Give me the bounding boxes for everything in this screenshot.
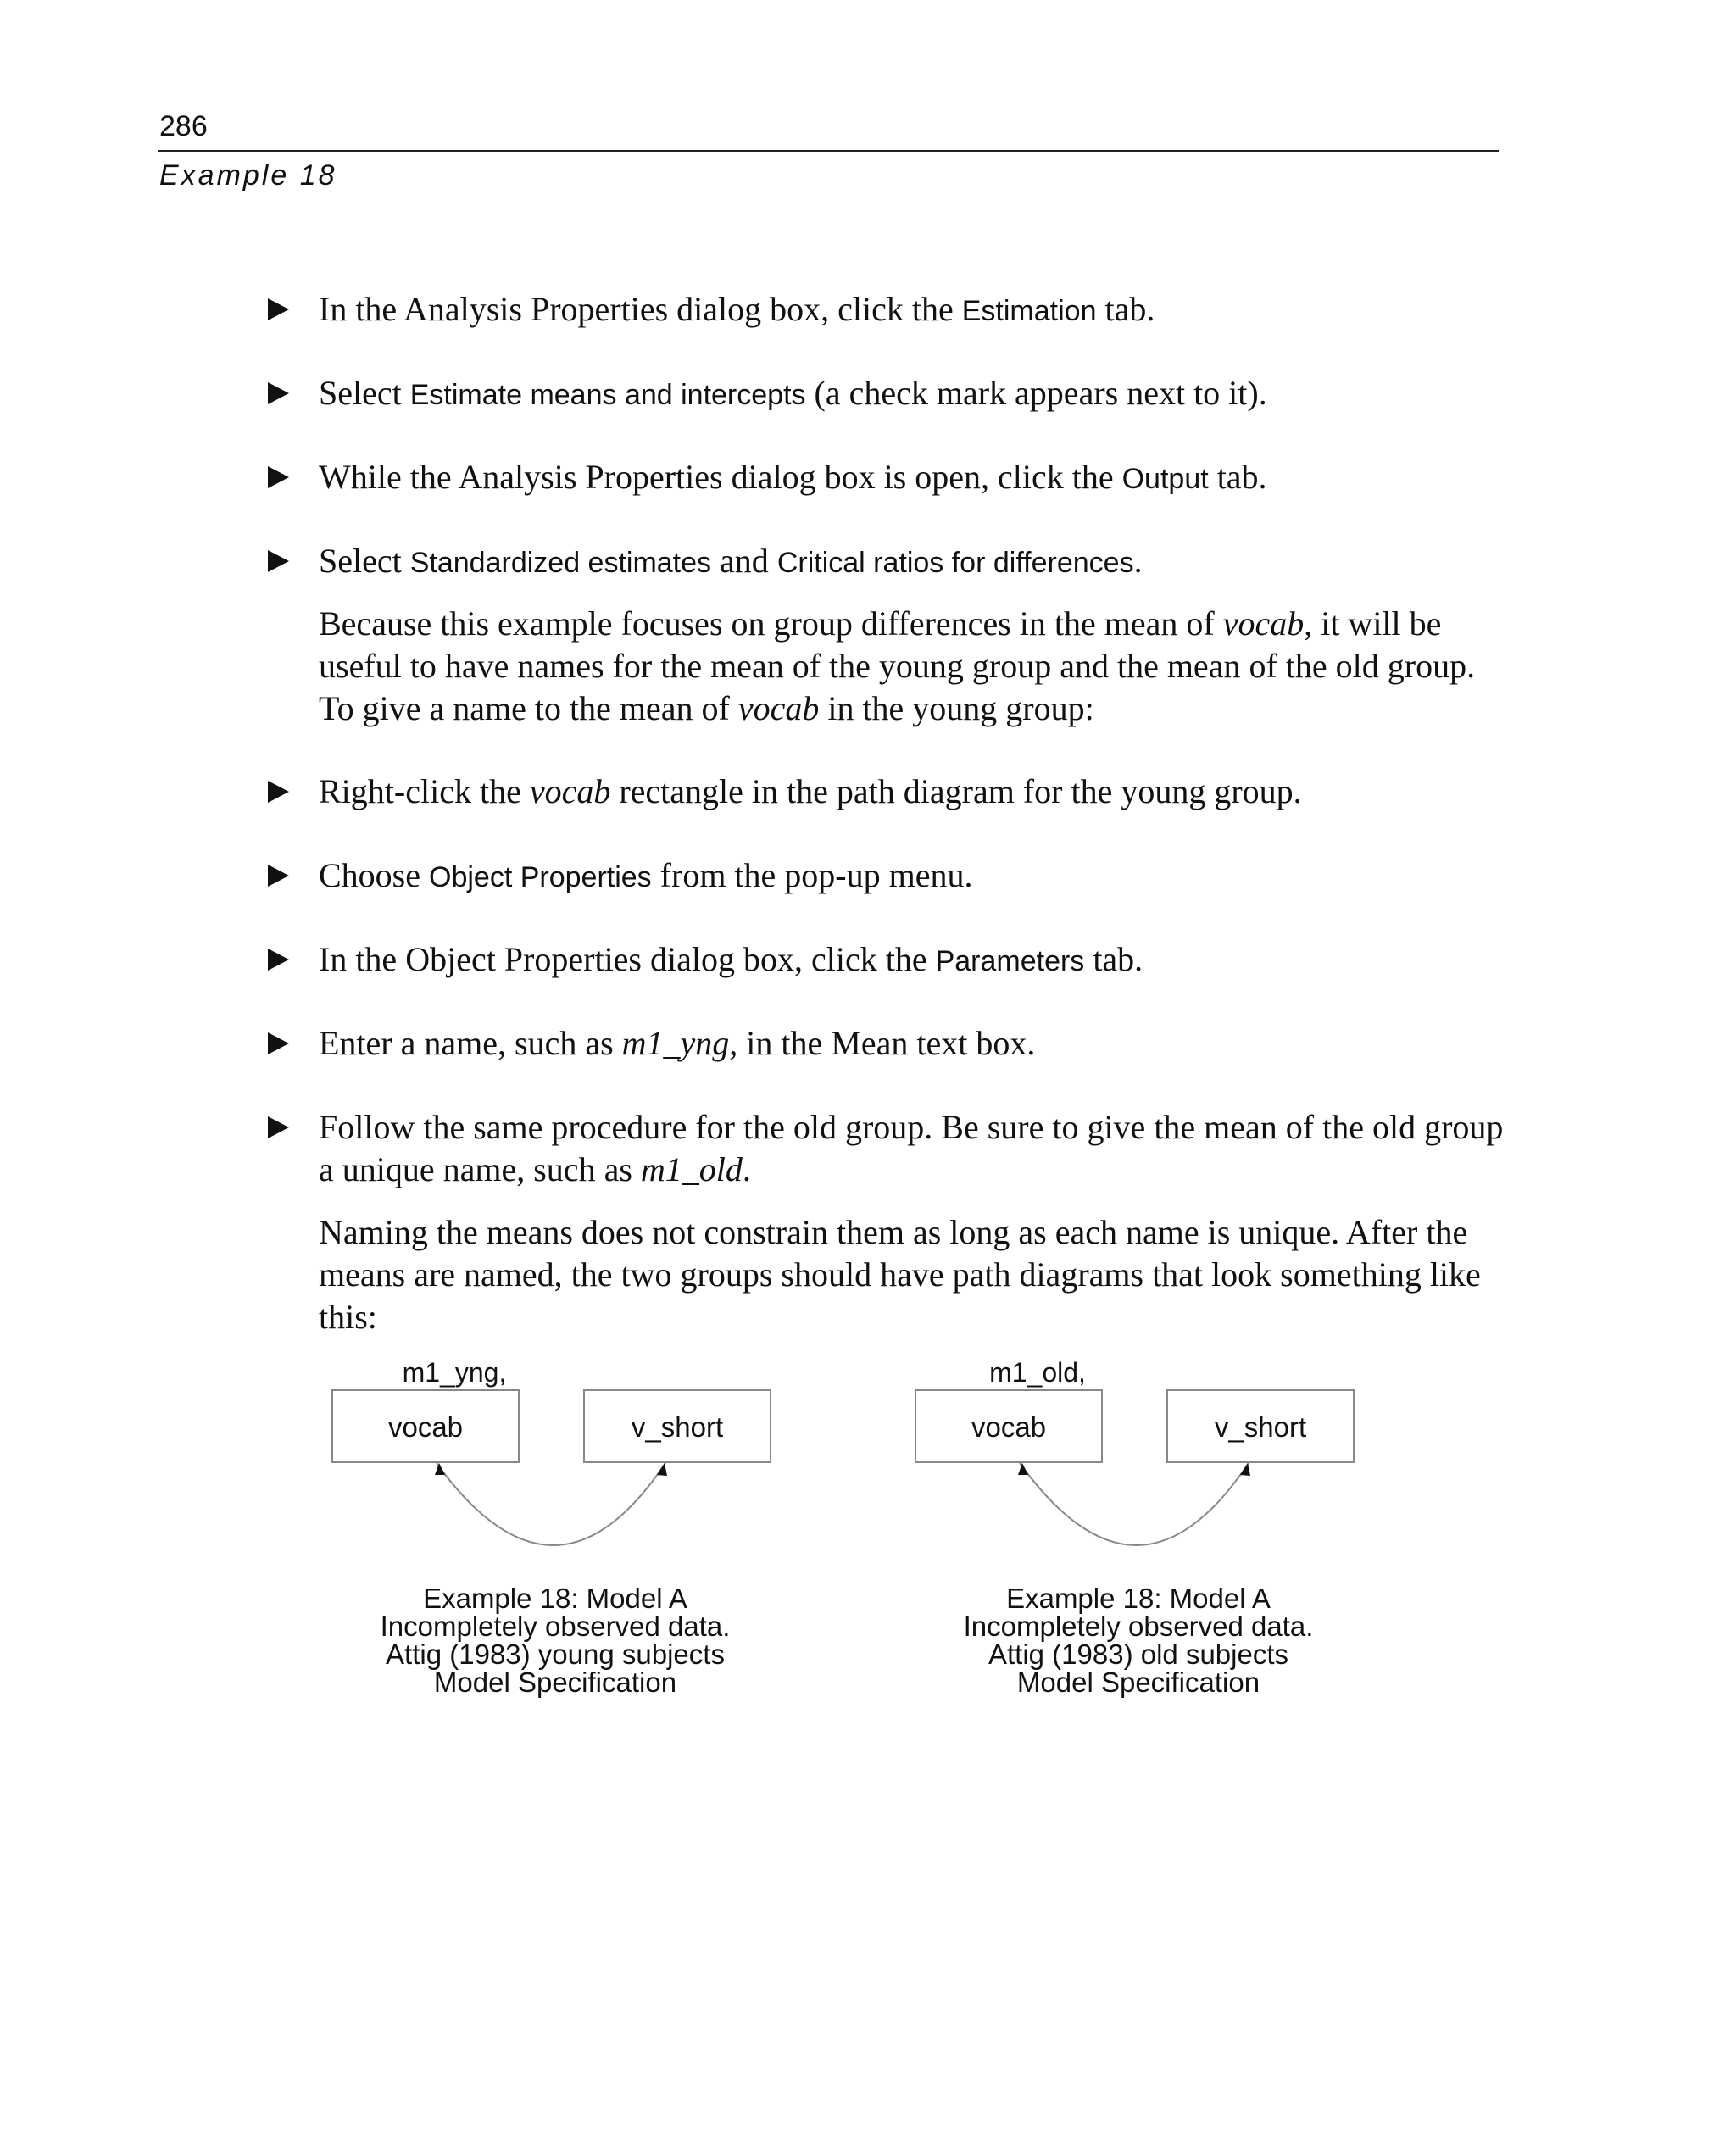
body-paragraph: Because this example focuses on group differences in the mean of vocab, it will be useful to have names for the mean of the young group and the mean of the old group. To give a name to the mean of vocab in the young group: — [319, 604, 1476, 727]
caption-line: Incompletely observed data. — [380, 1611, 731, 1642]
ui-term: Critical ratios for differences — [776, 547, 1134, 579]
covariance-arc — [1020, 1463, 1249, 1545]
ui-term: Parameters — [935, 945, 1085, 977]
body-paragraph: Naming the means does not constrain them as long as each name is unique. After the means are named, the two groups should have path diagrams that look something like this: — [319, 1213, 1481, 1336]
page-number: 286 — [159, 110, 208, 142]
box-label: v_short — [631, 1411, 724, 1443]
covariance-arc — [437, 1463, 665, 1545]
caption-line: Model Specification — [1016, 1666, 1260, 1698]
mean-label: m1_old, — [989, 1357, 1086, 1388]
diagram-young — [332, 1357, 771, 1698]
ui-term: Object Properties — [429, 861, 652, 893]
caption-line: Model Specification — [433, 1666, 677, 1698]
ui-term: Standardized estimates — [409, 547, 712, 579]
caption-line: Attig (1983) young subjects — [386, 1639, 725, 1670]
box-label: v_short — [1214, 1411, 1307, 1443]
section-title: Example 18 — [159, 159, 337, 192]
caption-line: Example 18: Model A — [423, 1583, 687, 1614]
ui-term: Estimation — [961, 295, 1097, 327]
arrowhead-icon — [1240, 1463, 1250, 1476]
mean-label: m1_yng, — [402, 1357, 507, 1388]
caption-line: Incompletely observed data. — [963, 1611, 1314, 1642]
arrowhead-icon — [657, 1463, 667, 1476]
box-label: vocab — [387, 1411, 464, 1443]
ui-term: Estimate means and intercepts — [409, 379, 806, 411]
box-label: vocab — [971, 1411, 1047, 1443]
arrowhead-icon — [435, 1463, 445, 1475]
diagram-old — [915, 1357, 1354, 1698]
ui-term: Output — [1121, 463, 1209, 495]
arrowhead-icon — [1018, 1463, 1028, 1475]
caption-line: Attig (1983) old subjects — [988, 1639, 1289, 1670]
caption-line: Example 18: Model A — [1006, 1583, 1271, 1614]
